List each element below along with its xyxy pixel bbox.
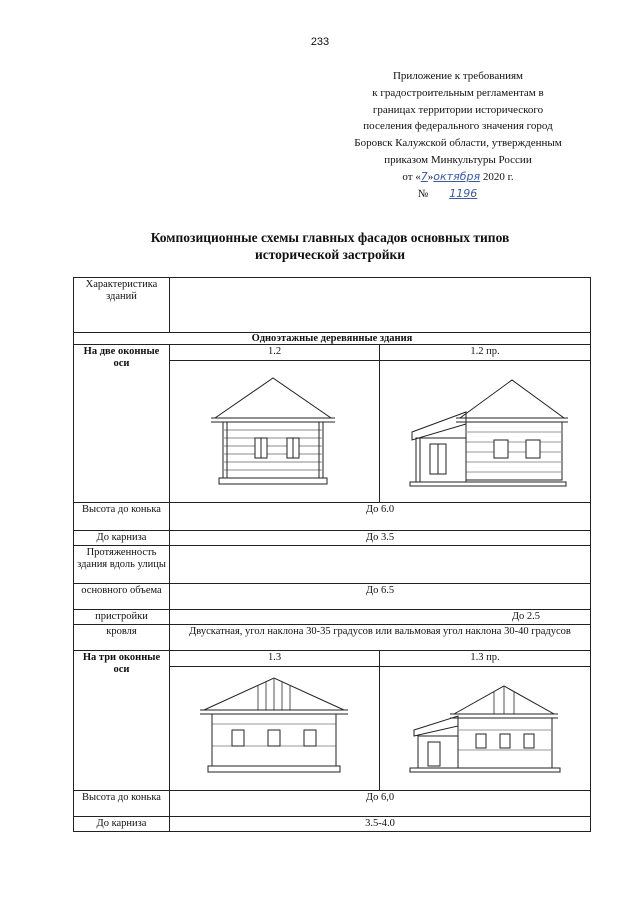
page-number: 233 [310, 36, 330, 48]
annex-line: Боровск Калужской области, утвержденным [354, 137, 562, 150]
g2-cornice-label: До карниза [74, 817, 170, 832]
group1-col2-header: 1.2 пр. [380, 345, 591, 361]
title-line: исторической застройки [254, 247, 406, 262]
facade-1-2-pr-cell [380, 361, 591, 503]
g1-annex-value: До 2.5 [170, 610, 591, 625]
g1-length-label: Протяженность здания вдоль улицы [74, 546, 170, 584]
annex-number [328, 186, 588, 203]
annex-date [328, 169, 588, 186]
g1-annex-label: пристройки [74, 610, 170, 625]
facade-table [73, 277, 591, 832]
title-line: Композиционные схемы главных фасадов основных типов [150, 230, 510, 245]
group1-label: На две оконные оси [74, 345, 170, 503]
annex-line: Приложение к требованиям [392, 70, 524, 82]
section-title: Одноэтажные деревянные здания [74, 333, 591, 345]
annex-line: к градостроительным регламентам в [372, 86, 544, 99]
g1-cornice-label: До карниза [74, 531, 170, 546]
page-title [90, 229, 570, 263]
g2-height-ridge-label: Высота до конька [74, 791, 170, 817]
group2-col1-header: 1.3 [170, 651, 380, 667]
g2-height-ridge-value: До 6,0 [170, 791, 591, 817]
g1-height-ridge-label: Высота до конька [74, 503, 170, 531]
facade-1-2-drawing [195, 372, 355, 492]
facade-1-2-pr-drawing [400, 372, 570, 492]
group2-col2-header: 1.3 пр. [380, 651, 591, 667]
facade-1-3-drawing [190, 674, 360, 784]
g1-cornice-value: До 3.5 [170, 531, 591, 546]
date-year: 2020 г. [482, 170, 514, 183]
number-value: 1196 [449, 186, 478, 200]
g1-length-empty [170, 546, 591, 584]
facade-1-2-cell [170, 361, 380, 503]
date-month: октября [433, 169, 481, 183]
number-prefix: № [417, 187, 429, 200]
annex-line: поселения федерального значения город [363, 120, 553, 133]
date-prefix: от « [402, 170, 421, 183]
facade-1-3-cell [170, 667, 380, 791]
annex-header [328, 68, 588, 202]
facade-1-3-pr-cell [380, 667, 591, 791]
header-label-cell: Характеристика зданий [74, 278, 170, 333]
date-mid: » [427, 170, 434, 183]
g1-main-label: основного объема [74, 584, 170, 610]
g2-cornice-value: 3.5-4.0 [170, 817, 591, 832]
group2-label: На три оконные оси [74, 651, 170, 791]
annex-line: границах территории исторического [372, 103, 544, 116]
header-empty-cell [170, 278, 591, 333]
g1-roof-label: кровля [74, 625, 170, 651]
facade-1-3-pr-drawing [400, 674, 570, 784]
annex-line: приказом Минкультуры России [384, 153, 532, 166]
date-day: 7 [420, 169, 428, 183]
group1-col1-header: 1.2 [170, 345, 380, 361]
g1-main-value: До 6.5 [170, 584, 591, 610]
g1-height-ridge-value: До 6.0 [170, 503, 591, 531]
g1-roof-value: Двускатная, угол наклона 30-35 градусов или вальмовая угол наклона 30-40 градусов [170, 625, 591, 651]
